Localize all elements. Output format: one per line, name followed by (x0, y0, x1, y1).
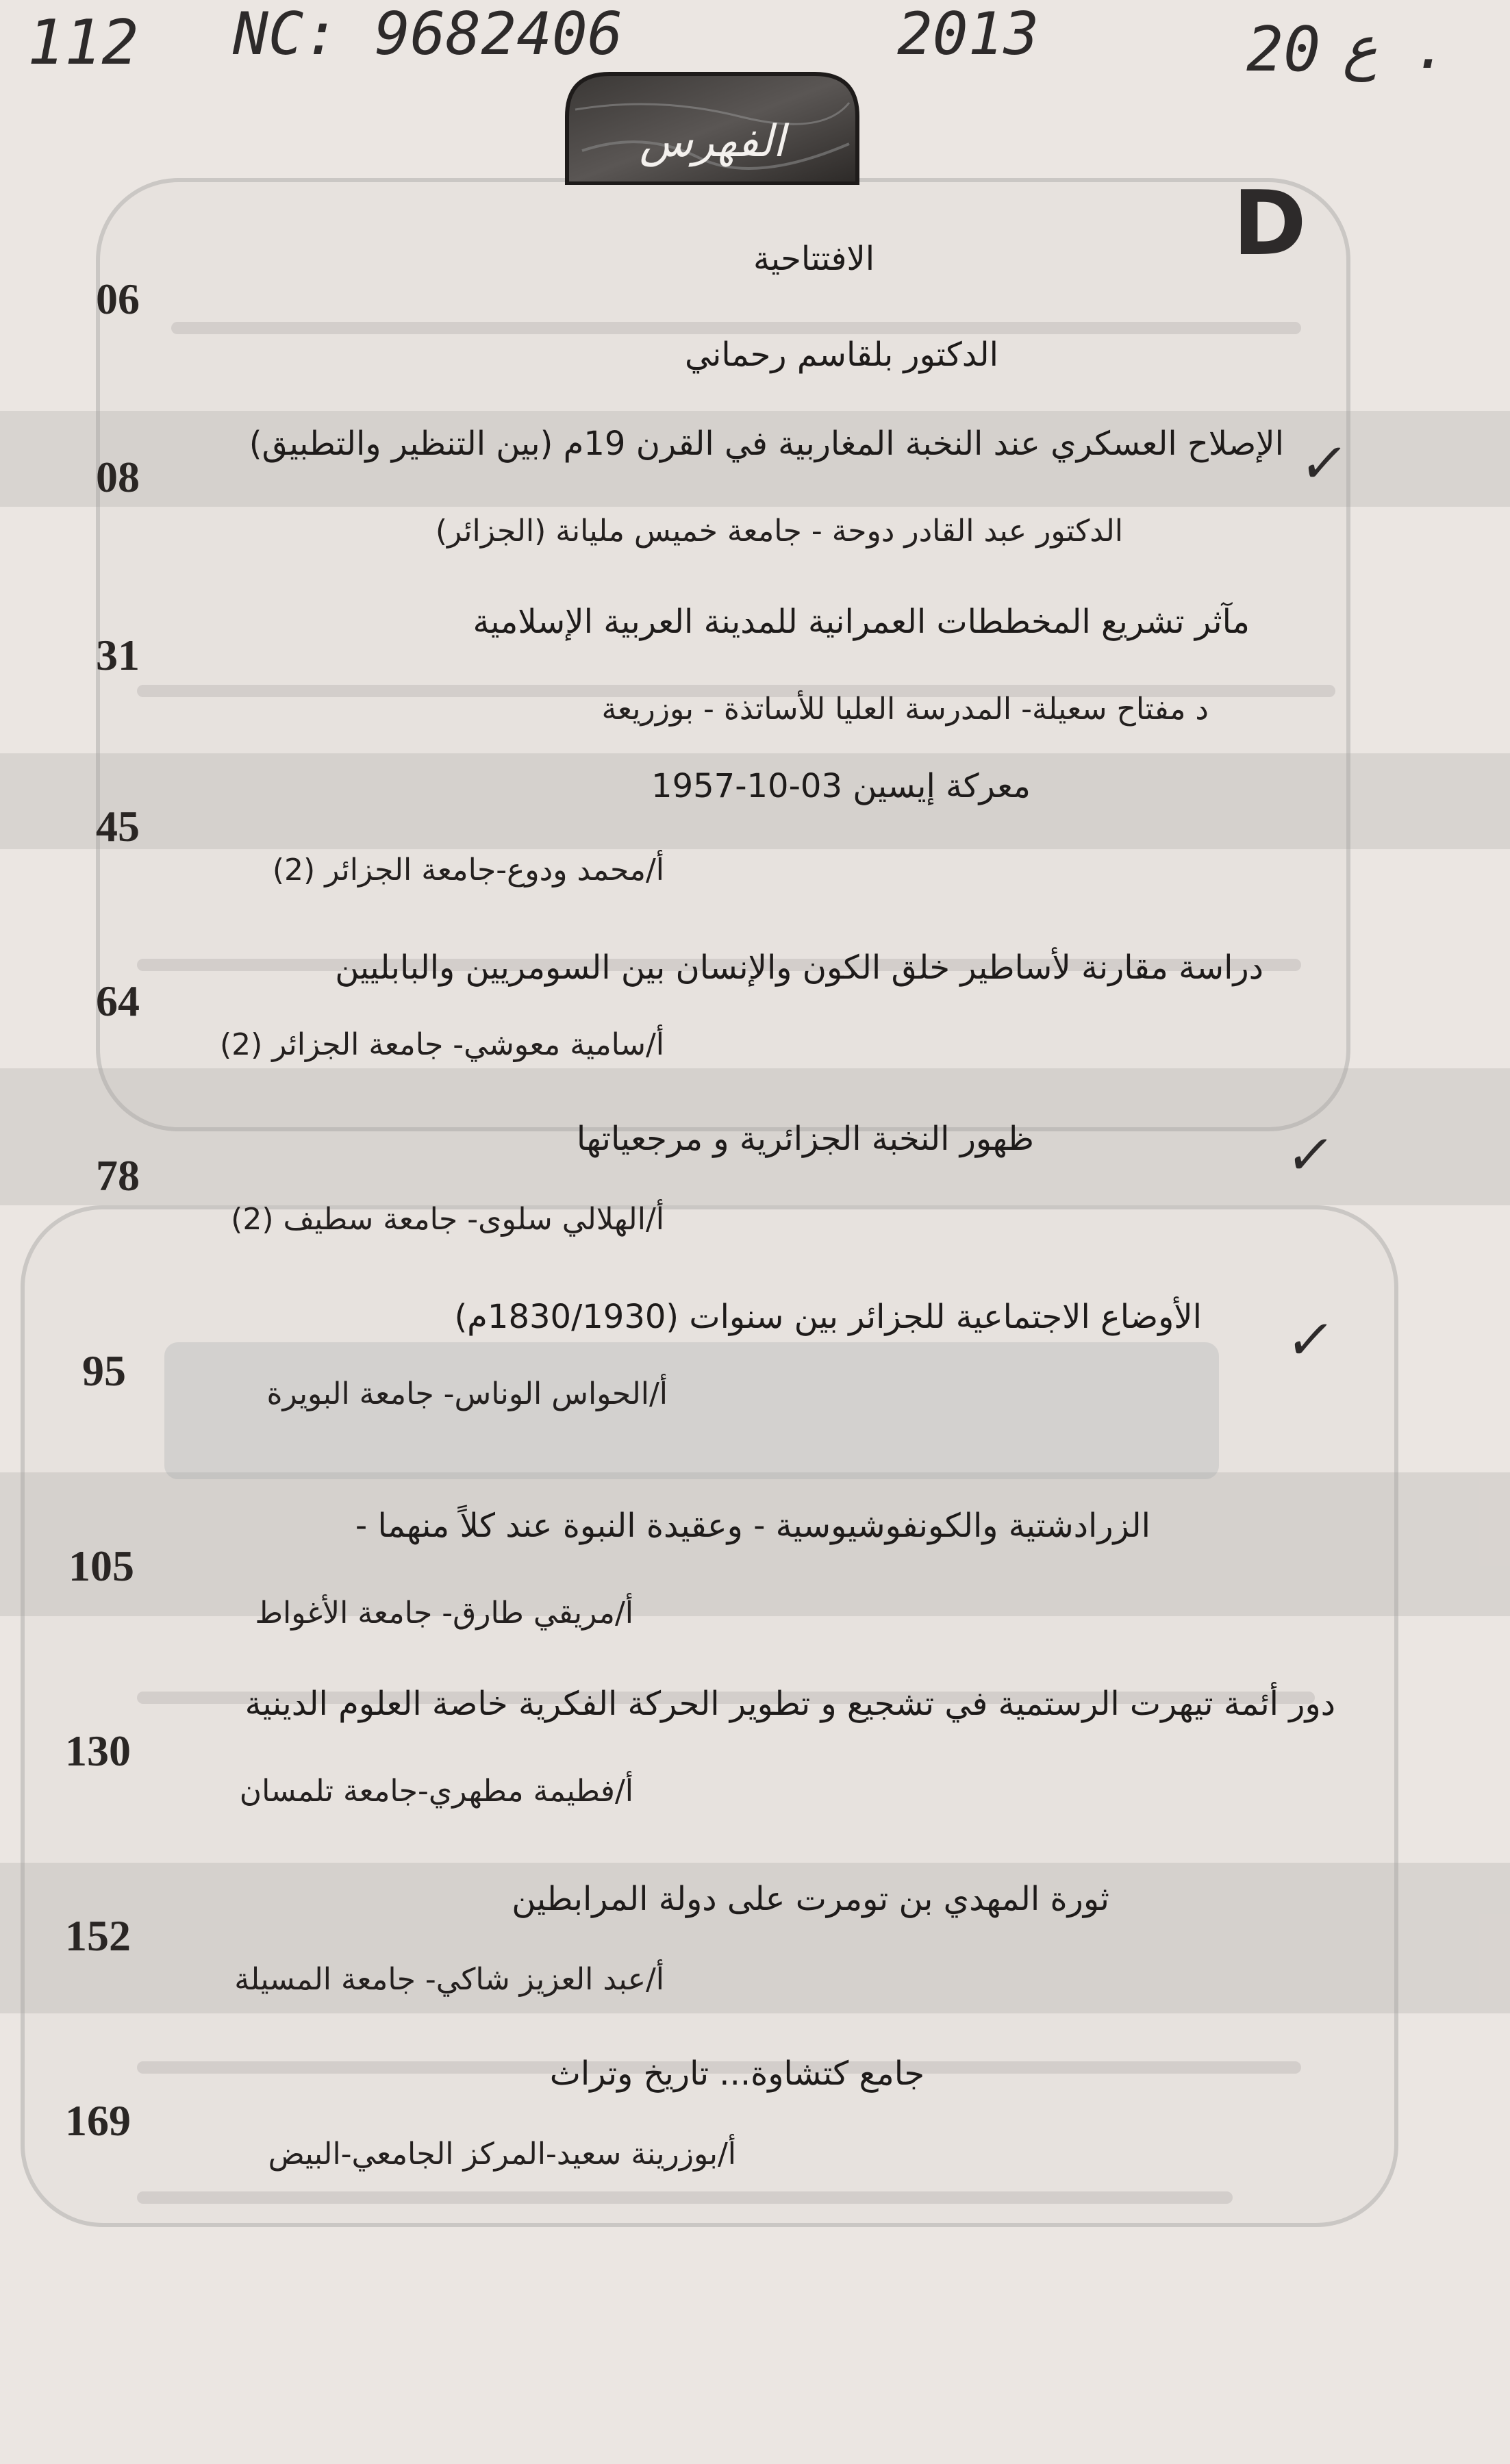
handwritten-issue-prefix: ع . (1342, 14, 1449, 82)
handwritten-ref-code: NC: 9682406 (233, 0, 623, 68)
entry-author: الدكتور عبد القادر دوحة - جامعة خميس مليانة (الجزائر) (435, 514, 1123, 549)
entry-page-number: 169 (65, 2096, 131, 2145)
ghost-frame-top (96, 178, 1353, 1131)
intro-title: الافتتاحية (753, 240, 875, 278)
entry-title: الإصلاح العسكري عند النخبة المغاربية في القرن 19م (بين التنظير والتطبيق) (249, 425, 1284, 463)
entry-page-number: 64 (96, 977, 140, 1025)
check-icon: ✓ (1281, 1308, 1339, 1372)
entry-title: مآثر تشريع المخططات العمرانية للمدينة العربية الإسلامية (473, 603, 1250, 641)
entry-title: دراسة مقارنة لأساطير خلق الكون والإنسان بين السومريين والبابليين (335, 948, 1263, 987)
handwritten-mark: D (1233, 171, 1307, 275)
check-icon: ✓ (1295, 431, 1353, 495)
page-title: الفهرس (639, 116, 785, 167)
entry-page-number: 105 (68, 1542, 134, 1590)
entry-title: معركة إيسين 03-10-1957 (651, 767, 1031, 805)
entry-author: أ/محمد ودوع-جامعة الجزائر (2) (272, 853, 664, 888)
handwritten-ref-left: 112 (27, 7, 139, 79)
intro-page-number: 06 (96, 275, 140, 323)
entry-author: أ/الحواس الوناس- جامعة البويرة (266, 1376, 668, 1411)
entry-title: دور أئمة تيهرت الرستمية في تشجيع و تطوير الحركة الفكرية خاصة العلوم الدينية (244, 1685, 1335, 1723)
entry-page-number: 130 (65, 1726, 131, 1775)
entry-title: جامع كتشاوة... تاريخ وتراث (549, 2054, 924, 2093)
entry-title: ظهور النخبة الجزائرية و مرجعياتها (576, 1120, 1034, 1158)
entry-page-number: 152 (65, 1911, 131, 1960)
entry-title: الأوضاع الاجتماعية للجزائر بين سنوات (1830/1930م) (454, 1298, 1202, 1336)
intro-author: الدكتور بلقاسم رحماني (685, 336, 998, 374)
handwritten-issue: 20 (1246, 14, 1321, 86)
ghost-line (171, 322, 1301, 334)
ghost-line (137, 2191, 1233, 2204)
entry-author: أ/عبد العزيز شاكي- جامعة المسيلة (234, 1962, 664, 1997)
entry-page-number: 31 (96, 631, 140, 679)
entry-author: أ/الهلالي سلوى- جامعة سطيف (2) (231, 1202, 664, 1237)
check-icon: ✓ (1281, 1123, 1339, 1187)
entry-page-number: 78 (96, 1151, 140, 1200)
entry-page-number: 08 (96, 453, 140, 501)
entry-author: أ/بوزرينة سعيد-المركز الجامعي-البيض (268, 2137, 736, 2172)
entry-author: د مفتاح سعيلة- المدرسة العليا للأساتذة - بوزريعة (601, 692, 1209, 727)
header-banner (562, 68, 863, 185)
entry-title: الزرادشتية والكونفوشيوسية - وعقيدة النبوة عند كلاً منهما - (355, 1507, 1150, 1545)
entry-page-number: 95 (82, 1346, 126, 1395)
handwritten-year: 2013 (897, 0, 1040, 68)
entry-author: أ/فطيمة مطهري-جامعة تلمسان (239, 1774, 633, 1809)
entry-author: أ/مريقي طارق- جامعة الأغواط (255, 1596, 633, 1631)
entry-title: ثورة المهدي بن تومرت على دولة المرابطين (512, 1880, 1109, 1918)
entry-page-number: 45 (96, 802, 140, 851)
entry-author: أ/سامية معوشي- جامعة الجزائر (2) (219, 1027, 664, 1062)
